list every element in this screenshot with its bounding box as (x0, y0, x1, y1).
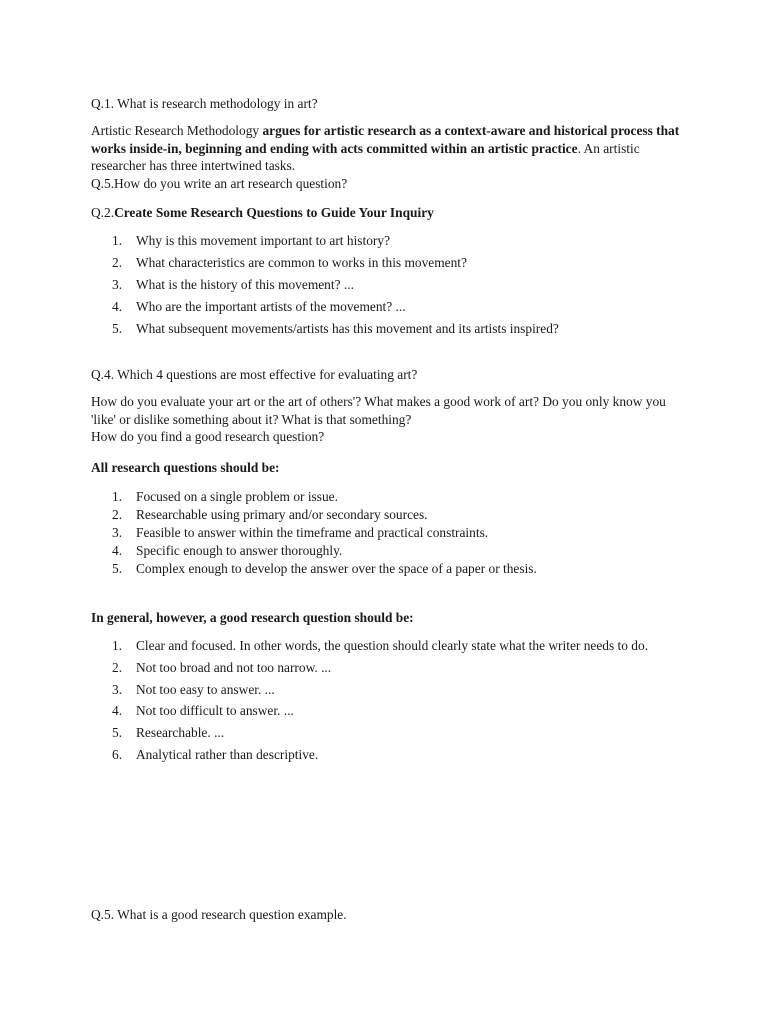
all-research-heading: All research questions should be: (91, 460, 280, 475)
list-number: 3. (112, 681, 123, 697)
list-item (91, 724, 691, 742)
list-item (91, 488, 691, 506)
list-number: 4. (112, 703, 123, 719)
list-text: Researchable using primary and/or secondary sources. (136, 507, 428, 523)
list-item (91, 320, 691, 338)
list-number: 5. (112, 320, 123, 336)
q2-list (91, 232, 691, 341)
list-item (91, 637, 691, 655)
list-text: Why is this movement important to art history? (136, 233, 391, 248)
q2-heading (91, 204, 691, 222)
list-item (91, 746, 691, 764)
list-text: Specific enough to answer thoroughly. (136, 543, 343, 559)
list-number: 5. (112, 561, 123, 577)
q5-write-question: Q.5.How do you write an art research question? (91, 175, 348, 191)
q2-heading-text: Create Some Research Questions to Guide Your Inquiry (114, 205, 434, 220)
list-text: What is the history of this movement? ... (136, 276, 354, 292)
list-item (91, 254, 691, 272)
list-text: Feasible to answer within the timeframe and practical constraints. (136, 525, 489, 541)
q1-answer-lead: Artistic Research Methodology (91, 123, 263, 138)
list-text: Clear and focused. In other words, the question should clearly state what the writer needs to do. (136, 638, 649, 653)
list-text: What subsequent movements/artists has this movement and its artists inspired? (136, 320, 559, 336)
in-general-heading: In general, however, a good research question should be: (91, 610, 414, 625)
list-item (91, 232, 691, 250)
list-number: 1. (112, 233, 123, 248)
all-research-list (91, 488, 691, 578)
list-text: Analytical rather than descriptive. (136, 746, 319, 762)
list-text: Not too easy to answer. ... (136, 681, 275, 697)
q1-answer-bold: argues for artistic research as a context-aware and historical process that works inside-in, beginning and ending with acts committed within an artistic practice (91, 123, 680, 156)
q2-prefix: Q.2. (91, 205, 115, 220)
q1-answer (91, 122, 691, 192)
list-text: Focused on a single problem or issue. (136, 489, 338, 504)
list-text: Complex enough to develop the answer over the space of a paper or thesis. (136, 561, 537, 577)
list-number: 5. (112, 725, 123, 741)
list-number: 1. (112, 489, 123, 504)
list-number: 2. (112, 254, 123, 270)
list-text: Researchable. ... (136, 725, 225, 741)
list-text: Who are the important artists of the movement? ... (136, 298, 406, 314)
list-number: 3. (112, 525, 123, 541)
list-item (91, 560, 691, 578)
q1-answer-tail: . An artistic researcher has three intertwined tasks. (91, 140, 640, 173)
q5-question: Q.5. What is a good research question example. (91, 907, 347, 922)
q4-answer-text: How do you evaluate your art or the art of others'? What makes a good work of art? Do you only know you 'like' or dislike something about it? What is that something? (91, 394, 666, 427)
list-item (91, 681, 691, 699)
list-item (91, 702, 691, 720)
list-item (91, 524, 691, 542)
list-item (91, 542, 691, 560)
q4-answer (91, 393, 691, 446)
list-item (91, 276, 691, 294)
list-number: 2. (112, 507, 123, 523)
list-item (91, 506, 691, 524)
list-number: 3. (112, 276, 123, 292)
in-general-list (91, 637, 691, 768)
list-item (91, 659, 691, 677)
list-number: 2. (112, 659, 123, 675)
list-number: 6. (112, 746, 123, 762)
list-text: Not too broad and not too narrow. ... (136, 659, 332, 675)
list-text: Not too difficult to answer. ... (136, 703, 294, 719)
list-number: 1. (112, 638, 123, 653)
list-number: 4. (112, 298, 123, 314)
list-text: What characteristics are common to works in this movement? (136, 254, 467, 270)
list-number: 4. (112, 543, 123, 559)
q4-question: Q.4. Which 4 questions are most effective for evaluating art? (91, 367, 418, 382)
q1-question: Q.1. What is research methodology in art? (91, 96, 318, 111)
q4-followup: How do you find a good research question? (91, 429, 325, 444)
list-item (91, 298, 691, 316)
